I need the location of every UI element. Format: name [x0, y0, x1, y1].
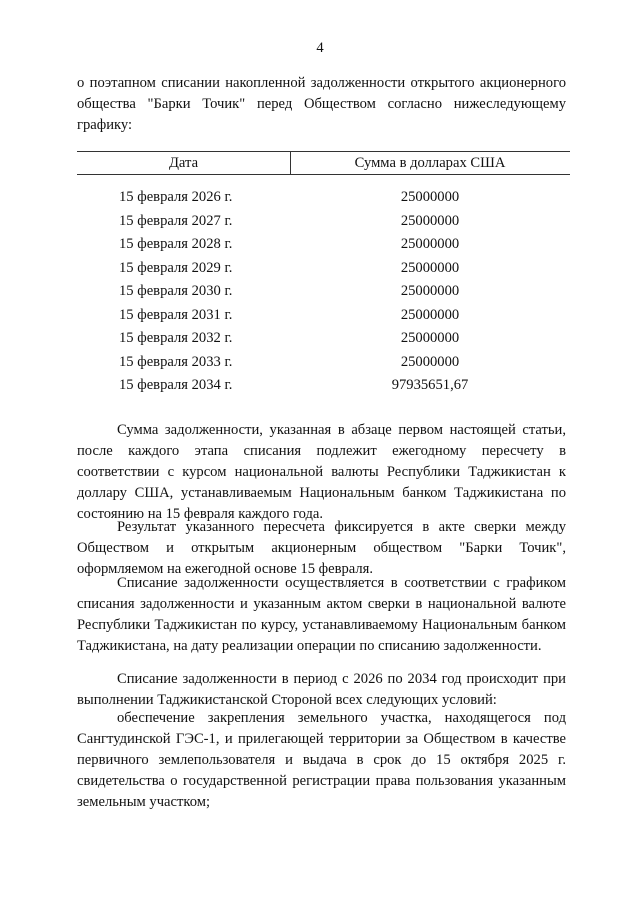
row-amount: 97935651,67 — [391, 377, 469, 393]
paragraph-land-plot-condition: обеспечение закрепления земельного участка, находящегося под Сангтудинской ГЭС-1, и прилегающей территории за Обществом в качестве первичного землепользователя и выдача в срок до 15 октября 2025 г. свидетельства о государственной регистрации права пользования указанным земельным участком; — [77, 710, 566, 810]
row-amount: 25000000 — [400, 212, 460, 229]
row-date: 15 февраля 2029 г. — [119, 259, 233, 276]
table-row — [77, 374, 570, 398]
row-date: 15 февраля 2034 г. — [119, 377, 233, 393]
intro-paragraph: о поэтапном списании накопленной задолженности открытого акционерного общества "Барки Точик" перед Обществом согласно нижеследующему графику: — [77, 75, 566, 133]
row-date: 15 февраля 2030 г. — [119, 283, 233, 299]
paragraph-reconciliation-act: Результат указанного пересчета фиксируется в акте сверки между Обществом и открытым акционерным обществом "Барки Точик", оформляемом на ежегодной основе 15 февраля. — [77, 519, 566, 577]
table-row — [77, 327, 570, 351]
row-amount: 25000000 — [400, 353, 460, 370]
table-row — [77, 257, 570, 281]
table-row — [77, 186, 570, 210]
row-amount: 25000000 — [400, 189, 460, 205]
row-amount: 25000000 — [400, 306, 460, 323]
paragraph-write-off-procedure: Списание задолженности осуществляется в соответствии с графиком списания задолженности и указанным актом сверки в национальной валюте Республики Таджикистан по курсу, устанавливаемому Национальным банком Таджикистана, на дату реализации операции по списанию задолженности. — [77, 575, 566, 654]
paragraph-write-off-conditions: Списание задолженности в период с 2026 по 2034 год происходит при выполнении Таджикистанской Стороной всех следующих условий: — [77, 671, 566, 708]
paragraph-recalculation: Сумма задолженности, указанная в абзаце первом настоящей статьи, после каждого этапа списания подлежит ежегодному пересчету в соответствии с курсом национальной валюты Республики Таджикистан к доллару США, устанавливаемым Национальным банком Таджикистана по состоянию на 15 февраля каждого года. — [77, 422, 566, 522]
table-row — [77, 210, 570, 234]
row-date: 15 февраля 2028 г. — [119, 236, 233, 252]
table-row — [77, 280, 570, 304]
row-amount: 25000000 — [400, 236, 460, 252]
row-date: 15 февраля 2032 г. — [119, 330, 233, 346]
schedule-table-body — [77, 186, 570, 398]
row-date: 15 февраля 2027 г. — [119, 212, 233, 229]
column-header-date: Дата — [77, 152, 291, 174]
row-date: 15 февраля 2026 г. — [119, 189, 233, 205]
row-date: 15 февраля 2033 г. — [119, 353, 233, 370]
table-row — [77, 304, 570, 328]
row-amount: 25000000 — [400, 330, 460, 346]
table-row — [77, 233, 570, 257]
row-date: 15 февраля 2031 г. — [119, 306, 233, 323]
column-header-amount: Сумма в долларах США — [354, 155, 506, 171]
row-amount: 25000000 — [400, 283, 460, 299]
table-row — [77, 351, 570, 375]
page-number: 4 — [316, 40, 324, 56]
schedule-table-header — [77, 151, 570, 175]
row-amount: 25000000 — [400, 259, 460, 276]
